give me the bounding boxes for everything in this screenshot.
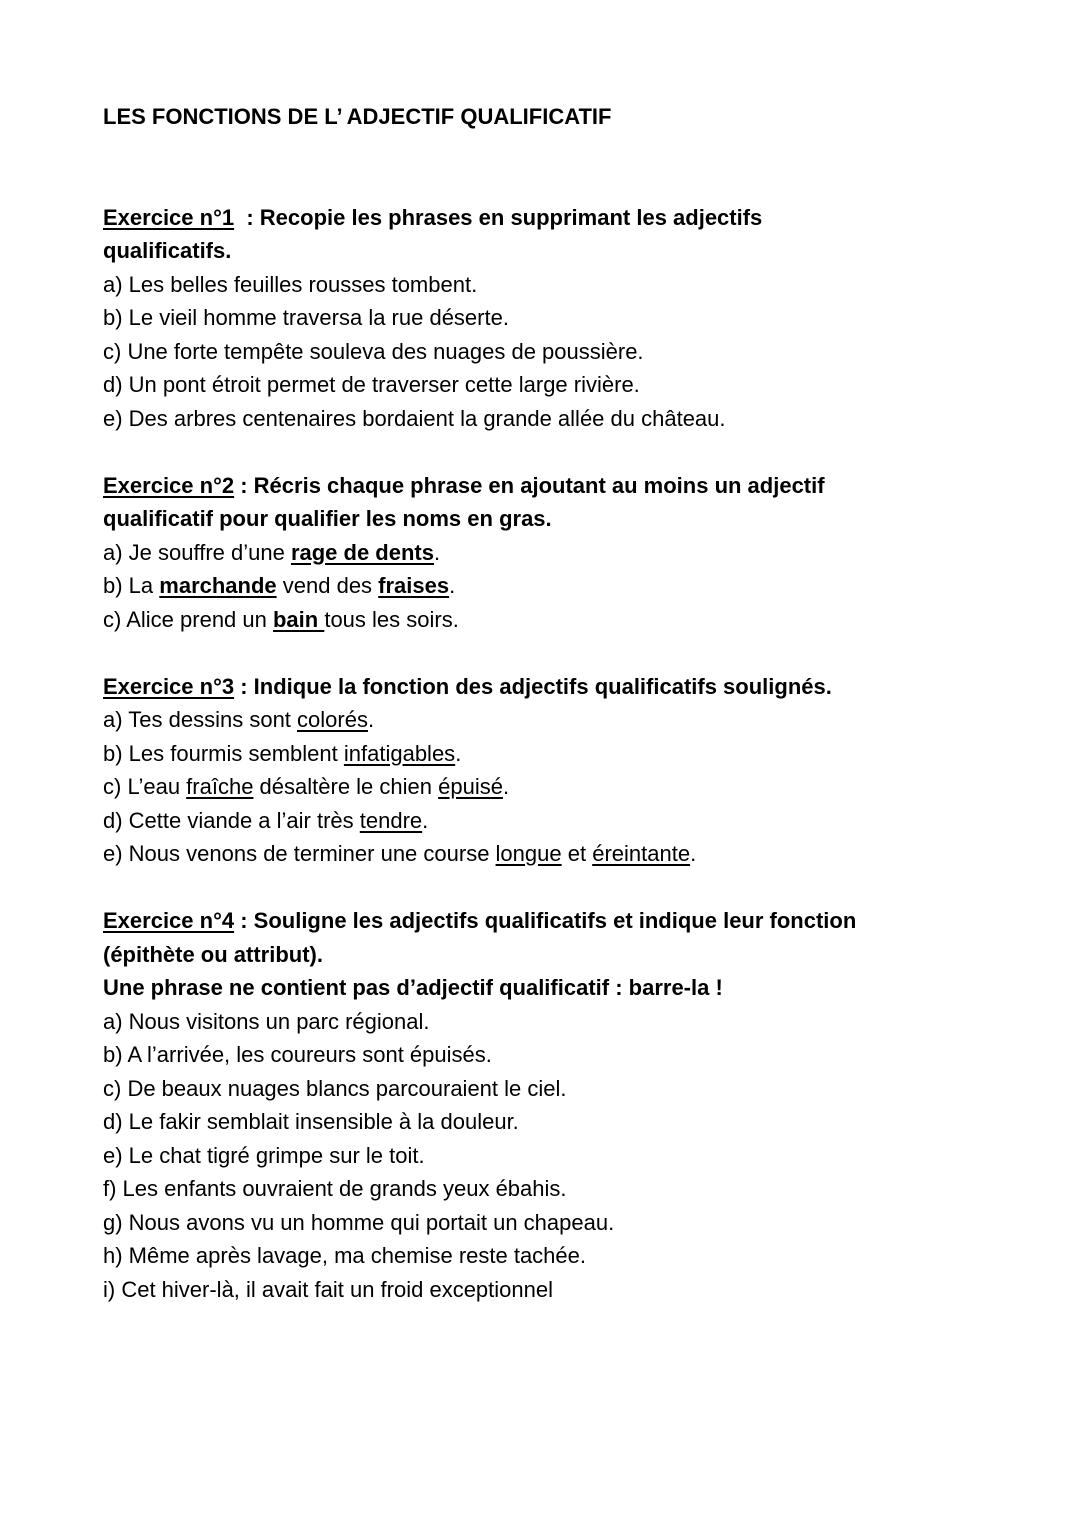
- text-segment: fraîche: [186, 774, 254, 799]
- exercise-1-item-c: [103, 335, 1020, 369]
- exercise-2-heading-line-2: [103, 502, 1020, 536]
- text-segment: d) Cette viande a l’air très: [103, 807, 360, 833]
- exercise-1-item-d: [103, 368, 1020, 402]
- blank-line: [103, 435, 1020, 469]
- blank-line: [103, 871, 1020, 905]
- blank-line: [103, 636, 1020, 670]
- text-segment: c) Alice prend un: [103, 606, 273, 632]
- exercise-1-item-b: [103, 301, 1020, 335]
- text-segment: tendre: [359, 807, 423, 833]
- exercise-4-item-i: [103, 1273, 1020, 1307]
- text-segment: e) Le chat tigré grimpe sur le toit.: [103, 1142, 425, 1168]
- text-segment: f) Les enfants ouvraient de grands yeux ébahis.: [103, 1176, 567, 1201]
- text-segment: .: [433, 539, 441, 565]
- text-segment: Exercice n°2: [103, 472, 235, 498]
- text-segment: a) Je souffre d’une: [103, 539, 291, 565]
- text-segment: qualificatifs.: [103, 238, 232, 263]
- exercise-2-heading-line-1: [103, 469, 1020, 503]
- text-segment: : Souligne les adjectifs qualificatifs et indique leur fonction: [234, 908, 857, 933]
- text-segment: Une phrase ne contient pas d’adjectif qualificatif : barre-la !: [103, 975, 723, 1000]
- text-segment: : Indique la fonction des adjectifs qualificatifs soulignés.: [234, 673, 832, 699]
- text-segment: colorés: [297, 707, 368, 732]
- text-segment: Exercice n°4: [103, 908, 235, 933]
- text-segment: a) Tes dessins sont: [103, 707, 298, 732]
- exercise-3-item-e: [103, 837, 1020, 871]
- exercise-4-heading-line-3: [103, 971, 1020, 1005]
- text-segment: : Recopie les phrases en supprimant les adjectifs: [234, 204, 763, 230]
- exercise-1-item-a: [103, 268, 1020, 302]
- text-segment: infatigables: [343, 740, 456, 766]
- text-segment: fraises: [378, 573, 450, 598]
- exercise-4-item-d: [103, 1105, 1020, 1139]
- text-segment: .: [422, 807, 429, 833]
- text-segment: vend des: [276, 573, 379, 598]
- blank-line: [103, 134, 1020, 168]
- text-segment: c) De beaux nuages blancs parcouraient le ciel.: [103, 1075, 567, 1101]
- text-segment: qualificatif pour qualifier les noms en gras.: [103, 506, 552, 531]
- text-segment: rage de dents: [290, 539, 434, 565]
- worksheet-title: [103, 100, 1020, 134]
- exercise-4-heading-line-1: [103, 904, 1020, 938]
- exercise-2-item-b: [103, 569, 1020, 603]
- text-segment: .: [502, 774, 510, 799]
- text-segment: e) Des arbres centenaires bordaient la grande allée du château.: [103, 405, 726, 431]
- text-segment: désaltère le chien: [253, 774, 439, 799]
- text-segment: bain: [272, 606, 325, 632]
- text-segment: épuisé: [438, 774, 503, 799]
- exercise-4-item-h: [103, 1239, 1020, 1273]
- text-segment: tous les soirs.: [324, 606, 459, 632]
- text-segment: .: [449, 573, 456, 598]
- text-segment: c) L’eau: [103, 774, 187, 799]
- text-segment: a) Nous visitons un parc régional.: [103, 1008, 430, 1034]
- exercise-4-item-f: [103, 1172, 1020, 1206]
- text-segment: .: [690, 841, 697, 866]
- exercise-3-heading: [103, 670, 1020, 704]
- exercise-1-item-e: [103, 402, 1020, 436]
- exercise-3-item-b: [103, 737, 1020, 771]
- blank-line: [103, 167, 1020, 201]
- text-segment: b) A l’arrivée, les coureurs sont épuisés.: [103, 1042, 492, 1067]
- exercise-3-item-a: [103, 703, 1020, 737]
- text-segment: c) Une forte tempête souleva des nuages de poussière.: [103, 338, 644, 364]
- exercise-3-item-c: [103, 770, 1020, 804]
- text-segment: Exercice n°3: [103, 673, 235, 699]
- exercise-2-item-c: [103, 603, 1020, 637]
- text-segment: longue: [495, 841, 562, 866]
- text-segment: h) Même après lavage, ma chemise reste tachée.: [103, 1243, 587, 1268]
- exercise-1-heading-line-1: [103, 201, 1020, 235]
- exercise-4-heading-line-2: [103, 938, 1020, 972]
- text-segment: b) Le vieil homme traversa la rue déserte.: [103, 305, 509, 330]
- text-segment: (épithète ou attribut).: [103, 941, 323, 967]
- exercise-4-item-c: [103, 1072, 1020, 1106]
- exercise-4-item-a: [103, 1005, 1020, 1039]
- text-segment: b) Les fourmis semblent: [103, 740, 344, 766]
- text-segment: Exercice n°1: [103, 204, 235, 230]
- text-segment: d) Un pont étroit permet de traverser cette large rivière.: [103, 372, 640, 397]
- document-body: [103, 100, 1020, 1306]
- text-segment: a) Les belles feuilles rousses tombent.: [103, 271, 478, 297]
- text-segment: i) Cet hiver-là, il avait fait un froid exceptionnel: [103, 1276, 553, 1302]
- text-segment: g) Nous avons vu un homme qui portait un chapeau.: [103, 1209, 615, 1235]
- text-segment: : Récris chaque phrase en ajoutant au moins un adjectif: [234, 472, 825, 498]
- exercise-4-item-e: [103, 1139, 1020, 1173]
- text-segment: éreintante: [592, 841, 691, 866]
- text-segment: .: [367, 707, 375, 732]
- text-segment: d) Le fakir semblait insensible à la douleur.: [103, 1109, 519, 1134]
- text-segment: et: [561, 841, 593, 866]
- text-segment: marchande: [159, 573, 277, 598]
- text-segment: e) Nous venons de terminer une course: [103, 841, 496, 866]
- text-segment: b) La: [103, 573, 160, 598]
- exercise-1-heading-line-2: [103, 234, 1020, 268]
- text-segment: .: [455, 740, 462, 766]
- text-segment: LES FONCTIONS DE L’ ADJECTIF QUALIFICATIF: [103, 104, 612, 129]
- exercise-3-item-d: [103, 804, 1020, 838]
- exercise-2-item-a: [103, 536, 1020, 570]
- exercise-4-item-b: [103, 1038, 1020, 1072]
- exercise-4-item-g: [103, 1206, 1020, 1240]
